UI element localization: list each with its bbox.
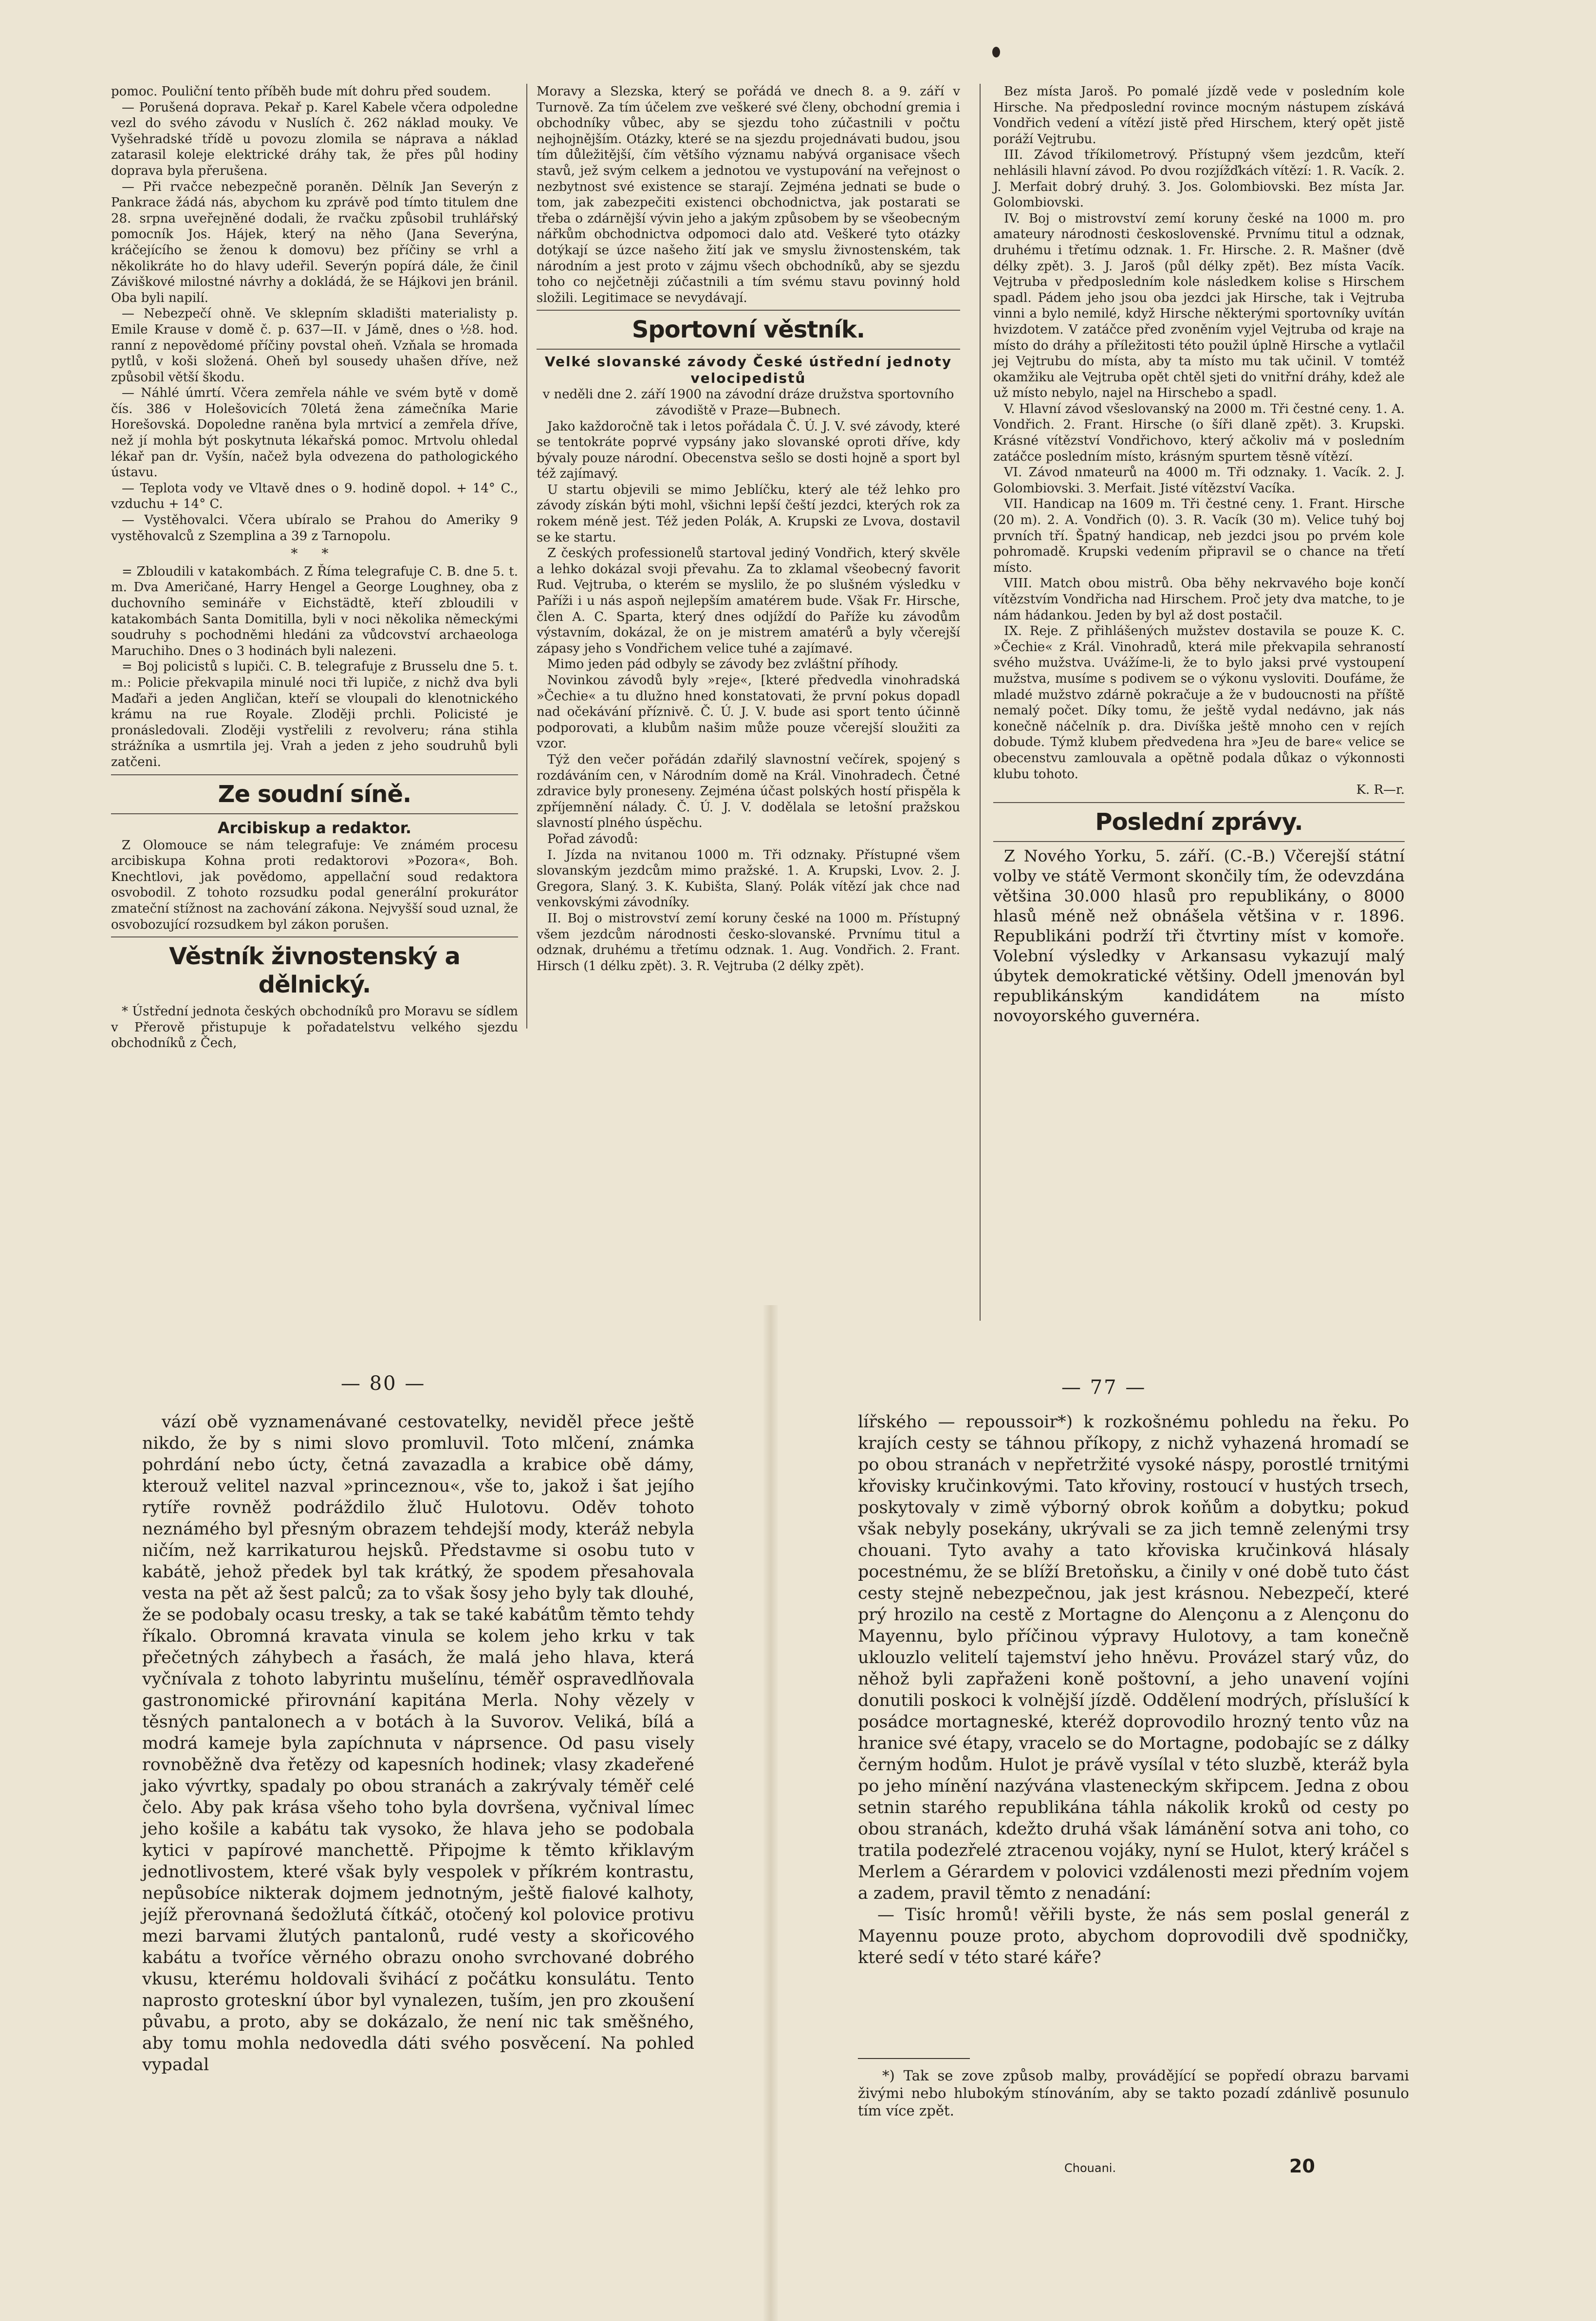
paragraph: U startu objevili se mimo Jeblíčku, který ale též lehko pro závody získán býti mohl, všichni lepší čeští jezdci, kterých rok za rokem méně jest. Též jeden Polák, A. Krupski ze Lvova, dostavil se ke startu. [537,482,960,545]
footnote-text: *) Tak se zove způsob malby, provádějící se popředí obrazu barvami živými nebo hlubokým stínováním, aby se takto pozadí zdánlivě posunulo tím více zpět. [858,2067,1409,2119]
paragraph: IX. Reje. Z přihlášených mužstev dostavila se pouze K. C. »Čechie« z Král. Vinohradů, která mile překvapila sehraností svého mužstva. Uvážíme-li, že to bylo jaksi prvé vystoupení mužstva, musíme s podivem se o výkonu vysloviti. Doufáme, že mladé mužstvo zdárně pokračuje a že v budoucnosti na příště nemalý počet. Díky tomu, že ještě vydal nedávno, jak nás konečně náčelník p. dra. Divíška ještě mnoho cen v rejích dobude. Týmž klubem předvedena hra »Jeu de bare« velice se obecenstvu zamlouvala a opětně podala důkaz o výkonnosti klubu tohoto. [993,624,1405,782]
paragraph: * Ústřední jednota českých obchodníků pro Moravu se sídlem v Přerově přistupuje k pořadatelstvu velkého sjezdu obchodníků z Čech, [111,1004,518,1051]
folio-number: 20 [1289,2155,1315,2177]
paragraph: v neděli dne 2. září 1900 na závodní dráze družstva sportovního závodiště v Praze—Bubnech. [542,387,954,418]
section-rule [111,813,518,814]
page-fold-shadow [763,1305,778,2321]
paragraph: III. Závod tříkilometrový. Přístupný všem jezdcům, kteří nehlásili hlavní závod. Po dvou rozjížďkách vítězí: 1. R. Vacík. 2. J. Merfait dobrý druhý. 3. Jos. Golombiovski. Bez místa Jar. Golombiovski. [993,148,1405,210]
paragraph: — Náhlé úmrtí. Včera zemřela náhle ve svém bytě v domě čís. 386 v Holešovicích 70letá žena zámečníka Marie Horešovská. Dopoledne raněna byla mrtvicí a zemřela dříve, než jí mohla být poskytnuta lékařská pomoc. Mrtvolu ohledal lékař pan dr. Vyšín, načež byla odvezena do pathologického ústavu. [111,386,518,480]
paragraph: Moravy a Slezska, který se pořádá ve dnech 8. a 9. září v Turnově. Za tím účelem zve veškeré své členy, obchodní gremia i obchodníky vůbec, aby se sjezdu toho zúčastnili v počtu nejhojnějším. Otázky, které se na sjezdu projednávati budou, jsou tím důležitější, čím většího významu nabývá organisace všech stavů, jež svým celkem a jednotou ve vystupování na veřejnost o nezbytnost své existence se starají. Zejména jednati se bude o tom, jak zabezpečiti existenci obchodnictva, jak postarati se třeba o zdárnější vývin jeho a jakým způsobem by se všeobecným nářkům obchodnictva odpomoci dalo atd. Veškeré tyto otázky dotýkají se úzce našeho žití jak ve smyslu živnostenském, tak národním a jest proto v zájmu všech obchodníků, aby se sjezdu toho co nejčetněji zúčastnili a tím svému stavu povinný hold složili. Legitimace se nevydávají. [537,84,960,305]
paragraph: Jako každoročně tak i letos pořádala Č. Ú. J. V. své závody, které se tentokráte poprvé vypsány jako slovanské oproti dříve, kdy bývaly pouze národní. Obecenstva sešlo se dosti hojně a sport byl též zajímavý. [537,419,960,482]
paragraph: I. Jízda na nvitanou 1000 m. Tři odznaky. Přístupné všem slovanským jezdcům mimo pražské. 1. A. Krupski, Lvov. 2. J. Gregora, Slaný. 3. K. Kubišta, Slaný. Polák vítězí jak chce nad venkovskými závodníky. [537,847,960,910]
column-divider-1 [526,84,527,1029]
section-heading: Sportovní věstník. [631,316,865,344]
top-column-2 [537,84,960,1315]
source-signature: Chouani. [1064,2161,1116,2175]
paragraph: Mimo jeden pád odbyly se závody bez zvláštní příhody. [547,657,899,672]
paragraph: Z českých professionelů startoval jediný Vondřich, který skvěle a lehko dokázal svoji převahu. Za to zklamal všeobecný favorit Rud. Vejtruba, o kterém se myslilo, že po slušném výsledku v Paříži i u nás aspoň nejlepším amatérem bude. Však Fr. Hirsche, člen A. C. Sparta, který dnes odjíždí do Paříže ku závodům výstavním, dokázal, že on je mistrem amatérů a byly včerejší zápasy jeho s Vondřichem velice tuhé a zajímavé. [537,546,960,656]
paragraph: Novinkou závodů byly »reje«, [které předvedla vinohradská »Čechie« a tu dlužno hned konstatovati, že první pokus dopadl nad očekávání příznivě. Č. Ú. J. V. bude asi sport tento účinně podporovati, a klubům našim může pouze včerejší sloužiti za vzor. [537,673,960,751]
feuilleton-right-column [858,1411,1409,1967]
article-title: Arcibiskup a redaktor. [217,818,412,837]
paragraph: pomoc. Pouliční tento příběh bude mít dohru před soudem. [111,84,491,99]
paragraph: = Boj policistů s lupiči. C. B. telegrafuje z Brusselu dne 5. t. m.: Policie překvapila minulé noci tři lupiče, z nichž dva byli Maďaři a jeden Angličan, kteří se vloupali do klenotnického krámu na rue Royale. Zloději prchli. Policisté je pronásledovali. Zloději vystřelili z revolveru; rána stihla strážníka a usmrtila jej. Vrah a jeden z jeho soudruhů byli zatčeni. [111,659,518,769]
paragraph: — Tisíc hromů! věřili byste, že nás sem poslal generál z Mayennu pouze proto, abychom doprovodili dvě spodničky, které sedí v této staré káře? [858,1905,1409,1967]
paragraph: = Zbloudili v katakombách. Z Říma telegrafuje C. B. dne 5. t. m. Dva Američané, Harry Hengel a George Loughney, oba z duchovního semináře v Eichstädtě, kteří zbloudili v katakombách Santa Domitilla, byli v noci několika německými soudruhy s pochodněmi hledáni za vůdcovství archaeologa Maruchiho. Dnes o 3 hodinách byli nalezeni. [111,564,518,658]
paragraph: Z Nového Yorku, 5. září. (C.-B.) Včerejší státní volby ve státě Vermont skončily tím, že odevzdána většina 30.000 hlasů pro republikány, o 8000 hlasů méně než obnášela většina v r. 1896. Republikáni podrží tři čtvrtiny míst v komoře. Volební výsledky v Arkansasu vykazují malý úbytek demokratické většiny. Odell jmenován byl republikánským kandidátem na místo novoyorského guvernéra. [993,846,1405,1025]
footnote-rule [858,2058,970,2059]
section-rule [111,936,518,937]
paragraph: Pořad závodů: [547,831,638,846]
paragraph: Z Olomouce se nám telegrafuje: Ve známém procesu arcibiskupa Kohna proti redaktorovi »Pozora«, Boh. Knechtlovi, jak povědomo, appellační soud redaktora osvobodil. Z tohoto rozsudku podal generální prokurátor zmateční stížnost na zachování zákona. Nejvyšší soud uznal, že osvobozující rozsudkem byl zákon porušen. [111,838,518,932]
top-column-3 [993,84,1405,1087]
page-number-right: — 77 — [1061,1376,1147,1399]
author-signature: K. R—r. [1356,783,1405,798]
paragraph: lířského — repoussoir*) k rozkošnému pohledu na řeku. Po krajích cesty se táhnou příkopy, z nichž vyhazená hromadí se po obou stranách v nepřetržité vysoké náspy, porostlé trnitými křovisky kručinkovými. Tato křoviny, rostoucí v hustých trsech, poskytovaly v zimě výborný obrok koňům a dobytku; pokud však nebyly posekány, ukrývali se za jich temně zelenými trsy chouani. Tyto avahy a tato křoviska kručinková hlásaly pocestnému, že se blíží Bretoňsku, a činily v oné době tuto část cesty stejně nebezpečnou, jak jest krásnou. Nebezpečí, které prý hrozilo na cestě z Mortagne do Alençonu a z Alençonu do Mayennu, bylo příčinou výpravy Hulotovy, a tam konečně uklouzlo velitelí tajemství jeho hněvu. Provázel starý vůz, do něhož byli zapřaženi koně poštovní, a jeho unavení vojíni donutili poskoci k volnější jízdě. Oddělení modrých, příslušící k posádce mortagneské, kteréž doprovodilo hrozný tento vůz na hranice své étapy, vracelo se do Mortagne, podobajíc se z dálky černým hodům. Hulot je právě vysílal v této sluzbě, kteráž byla po jeho mínění nazývána vlasteneckým skřipcem. Jedna z obou setnin starého republikána táhla nákolik kroků od cesty po obou stranách, kdežto druhá však lámánění sotva ani toho, co tratila podezřelé ztracenou vojáky, nyní se Hulot, který kráčel s Merlem a Gérardem v polovici vzdálenosti mezi předním vojem a zadem, pravil těmto z nenadání: [858,1412,1409,1903]
section-heading: Věstník živnostenský a dělnický. [169,943,460,999]
section-rule [993,802,1405,803]
paragraph: VIII. Match obou mistrů. Oba běhy nekrvavého boje končí vítězstvím Vondřicha nad Hirschem. Proč jety dva matche, to je nám hádankou. Jeden by byl až dost postačil. [993,576,1405,623]
feuilleton-left-column [142,1411,694,2117]
column-divider-2 [980,84,981,1321]
section-heading: Ze soudní síně. [218,780,411,808]
paragraph: — Vystěhovalci. Včera ubíralo se Prahou do Ameriky 9 vystěhovalců z Szemplina a 39 z Tarnopolu. [111,513,518,543]
section-rule [537,310,960,311]
section-rule [537,349,960,350]
top-column-1 [111,84,518,1051]
section-rule [993,841,1405,842]
paragraph: — Při rvačce nebezpečně poraněn. Dělník Jan Severýn z Pankrace žádá nás, abychom ku zprávě pod tímto titulem dne 28. srpna uveřejněné dodali, že rvačku způsobil truhlářský pomocník Jos. Hájek, který na něho (Jana Severýna, kráčejícího se ženou k domovu) bez příčiny se vrhl a několikráte ho do hlavy udeřil. Severýn popírá dále, že činil Záviškové milostné návrhy a dokládá, že se Hájkovi jen bránil. Oba byli napilí. [111,179,518,305]
paragraph: II. Boj o mistrovství zemí koruny české na 1000 m. Přístupný všem jezdcům národnosti česko-slovanské. Prvnímu titul a odznak, druhému a třetímu odznak. 1. Aug. Vondřich. 2. Frant. Hirsch (1 délku zpět). 3. R. Vejtruba (2 délky zpět). [537,911,960,973]
section-rule [111,774,518,775]
section-heading: Poslední zprávy. [1095,808,1303,836]
paragraph: Týž den večer pořádán zdařilý slavnostní večírek, spojený s rozdáváním cen, v Národním domě na Král. Vinohradech. Četné zdravice byly proneseny. Zejména účast polských hostí přispěla k zpříjemnění nálady. Č. Ú. J. V. dodělala se letošní pražskou slavností plného úspěchu. [537,752,960,831]
section-stars: * * [291,545,338,562]
paragraph: VI. Závod nmateurů na 4000 m. Tři odznaky. 1. Vacík. 2. J. Golombiovski. 3. Merfait. Jisté vítězství Vacíka. [993,465,1405,496]
paragraph: vází obě vyznamenávané cestovatelky, neviděl přece ještě nikdo, že by s nimi slovo promluvil. Toto mlčení, známka pohrdání nebo úcty, četná zavazadla a krabice obě dámy, kterouž velitel nazval »princeznou«, vše to, jakož i šat jejího rytíře rovněž podráždilo žluč Hulotovu. Oděv tohoto neznámého byl přesným obrazem tehdejší mody, kteráž nebyla ničím, než karrikaturou hejsků. Představme si osobu tuto v kabátě, jehož předek byl tak krátký, že spodem přesahovala vesta na pět až šest palců; za to však šosy jeho byly tak dlouhé, že se podobaly ocasu tresky, a tak se také kabátům těmto tehdy říkalo. Obromná kravata vinula se kolem jeho krku v tak přečetných záhybech a řasách, že malá jeho hlava, která vyčnívala z tohoto labyrintu mušelínu, téměř ospravedlňovala gastronomické přirovnání kapitána Merla. Nohy vězely v těsných pantalonech a v botách à la Suvorov. Veliká, bílá a modrá kameje byla zapíchnuta v náprsence. Od pasu visely rovnoběžně dva řetězy od kapesních hodinek; vlasy zkadeřené jako vývrtky, spadaly po obou stranách a zakrývaly téměř celé čelo. Aby pak krása všeho toho byla dovršena, vyčnival límec jeho košile a kabátu tak vysoko, že hlava jeho se podobala kytici v papírové manchettě. Připojme k těmto křiklavým jednotlivostem, které však byly vespolek v příkrém kontrastu, nepůsobíce nikterak dojmem jednotným, ještě fialové kalhoty, jejíž přerovnaná šedožlutá čítkáč, otočený kol polovice protivu mezi barvami žlutých pantalonů, rudé vesty a skořicového kabátu a tvoříce věrného obrazu onoho svrchované dobrého vkusu, kterému holdovali švihácí z počátku konsulátu. Tento naprosto groteskní úbor byl vynalezen, tuším, jen pro zkoušení půvabu, a proto, aby se dokázalo, že není nic tak směšného, aby tomu mohla nedovedla dáti svého posvěcení. Na pohled vypadal [142,1412,694,2075]
paragraph: — Porušená doprava. Pekař p. Karel Kabele včera odpoledne vezl do svého závodu v Nuslích č. 262 náklad mouky. Ve Vyšehradské třídě u povozu zlomila se náprava a náklad zatarasil koleje elektrické dráhy tak, že přes půl hodiny doprava byla přerušena. [111,100,518,178]
ink-dot [992,47,1000,57]
page-number-left: — 80 — [341,1372,426,1395]
footnote [858,2067,1409,2119]
paragraph: — Teplota vody ve Vltavě dnes o 9. hodině dopol. + 14° C., vzduchu + 14° C. [111,481,518,512]
paragraph: Bez místa Jaroš. Po pomalé jízdě vede v posledním kole Hirsche. Na předposlední rovince mocným nástupem získává Vondřich vedení a vítězí jistě před Hirschem, který opět jistě poráží Vejtrubu. [993,84,1405,147]
paragraph: — Nebezpečí ohně. Ve sklepním skladišti materialisty p. Emile Krause v domě č. p. 637—II. v Jámě, dnes o ½8. hod. ranní z nepovědomé příčiny povstal oheň. Vzňala se hromada pytlů, v koši složená. Oheň byl sousedy uhašen dříve, než způsobil větší škodu. [111,306,518,385]
paragraph: VII. Handicap na 1609 m. Tři čestné ceny. 1. Frant. Hirsche (20 m). 2. A. Vondřich (0). 3. R. Vacík (30 m). Velice tuhý boj prvních tří. Špatný handicap, neb jezdci jsou po prvém kole pohromadě. Krupski vedením připravil se o chance na třetí místo. [993,497,1405,575]
paragraph: V. Hlavní závod všeslovanský na 2000 m. Tři čestné ceny. 1. A. Vondřich. 2. Frant. Hirsche (o šíři dlaně zpět). 3. Krupski. Krásné vítězství Vondřichovo, který ačkoliv má v posledním zatáčce posledním místo, krásným spurtem těsně vítězí. [993,401,1405,464]
paragraph: IV. Boj o mistrovství zemí koruny české na 1000 m. pro amateury národnosti československé. Prvnímu titul a odznak, druhému i třetímu odznak. 1. Fr. Hirsche. 2. R. Mašner (dvě délky zpět). 3. J. Jaroš (půl délky zpět). Bez místa Vacík. Vejtruba v předposledním kole následkem kolise s Hirschem spadl. Pádem jeho jsou oba jezdci jak Hirsche, tak i Vejtruba vinni a bylo nemilé, když Hirsche některými sportovníky uvítán hvizdotem. V zatáčce před zvoněním vyjel Vejtruba od kraje na místo do dráhy a příležitosti této použil úplně Hirsche a vytlačil jej Vejtrubu do místa, aby ta místo mu tak učinil. V tomtéž okamžiku ale Vejtruba opět chtěl sjeti do vnitřní dráhy, kdež ale už místo nebylo, najel na Hirschebo a spadl. [993,211,1405,401]
article-title: Velké slovanské závody České ústřední jednoty velocipedistů [544,354,952,387]
